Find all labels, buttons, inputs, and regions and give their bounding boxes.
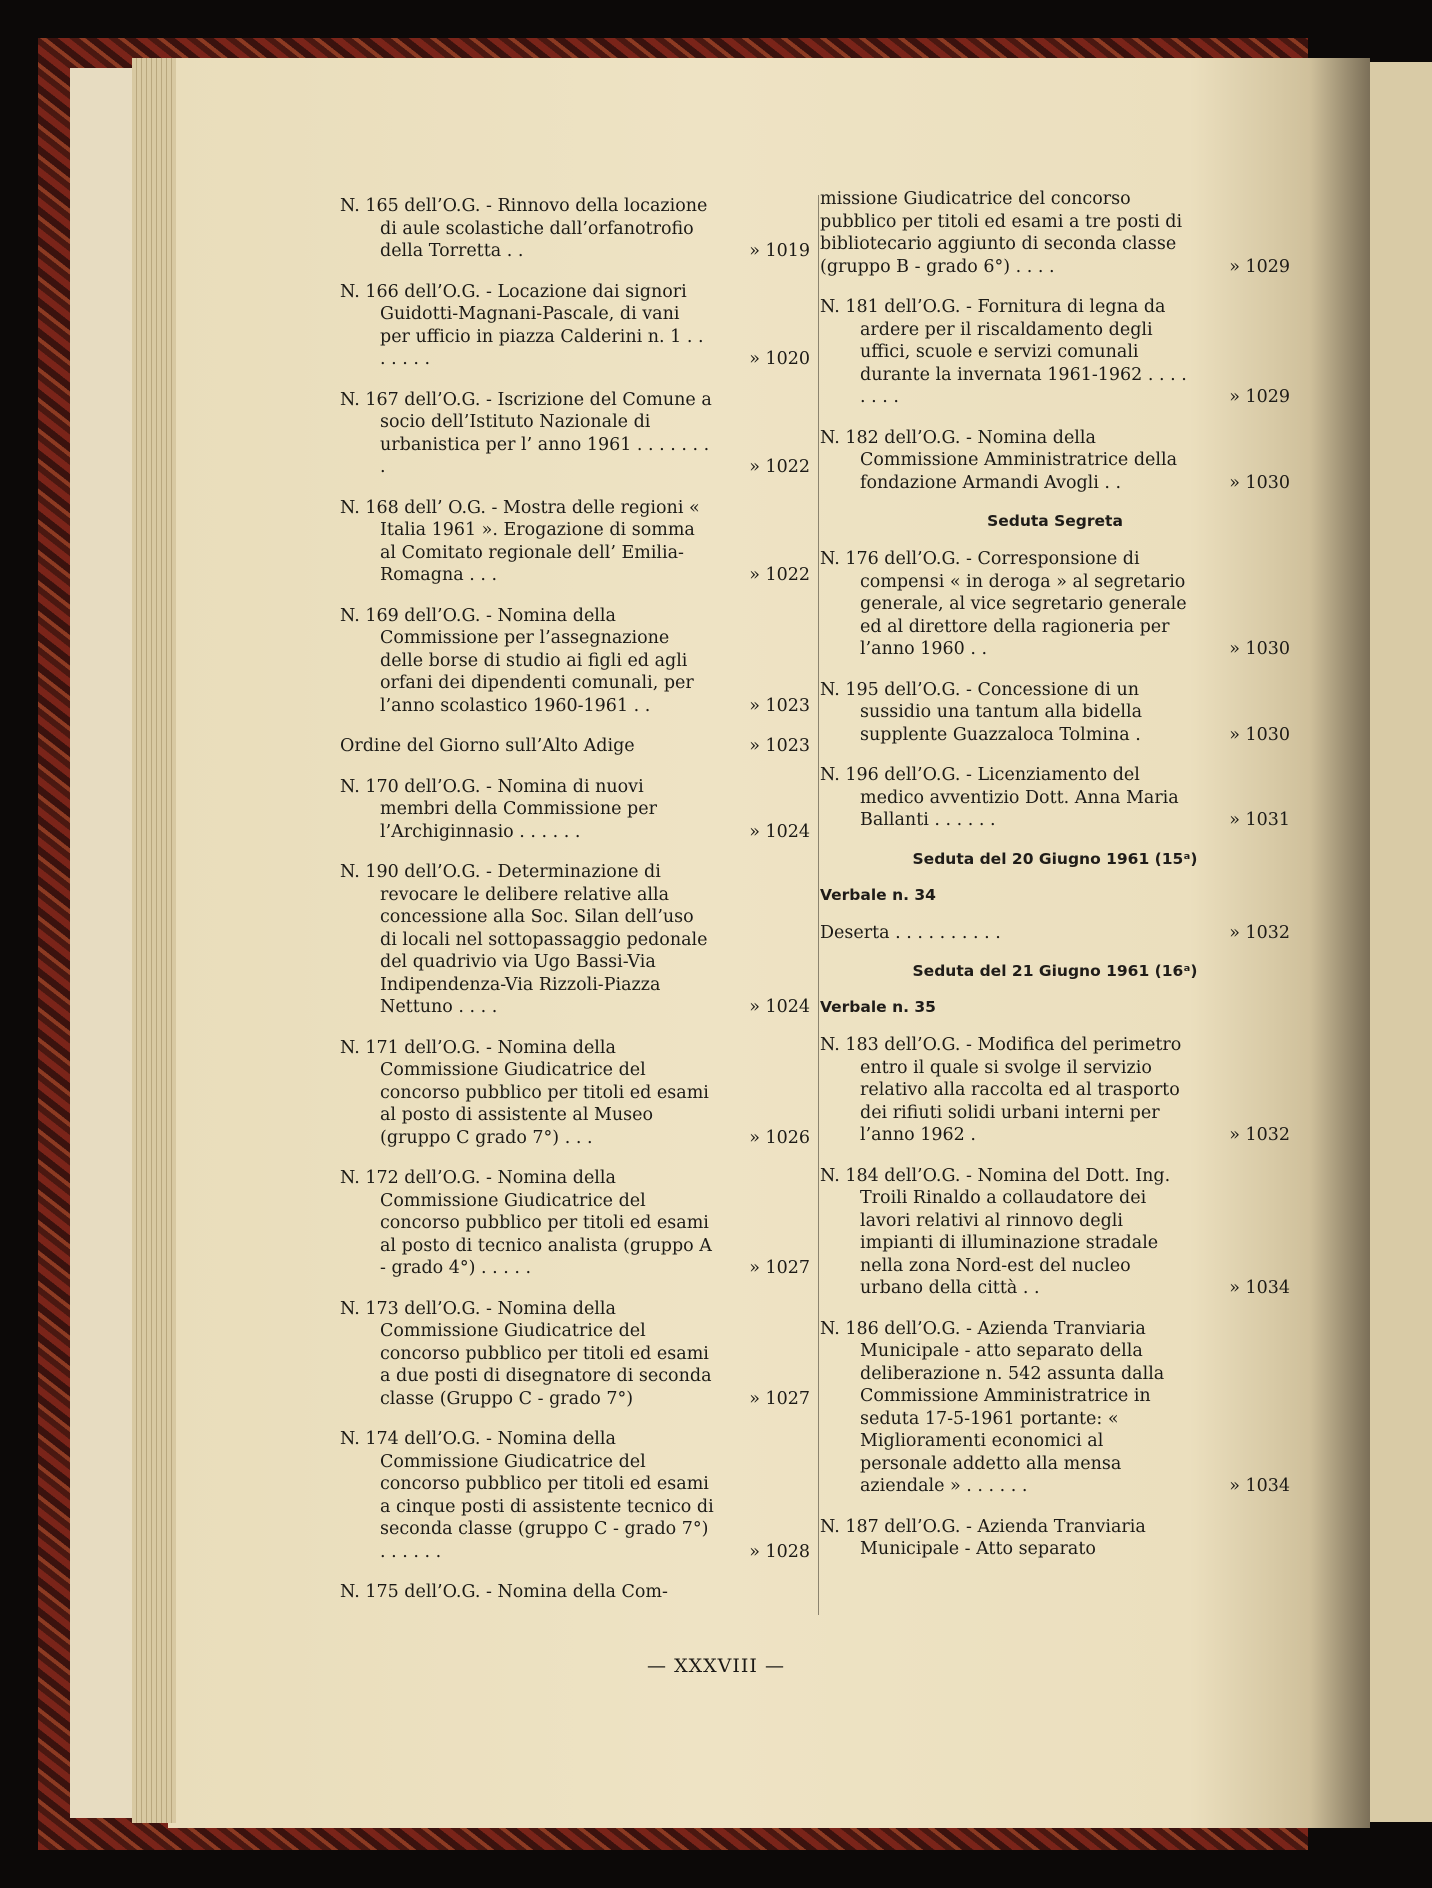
index-entry	[340, 1037, 810, 1150]
page-edges	[132, 58, 176, 1823]
index-entry	[820, 679, 1290, 747]
index-entry	[340, 281, 810, 371]
entry-page-ref: » 1031	[1229, 810, 1290, 830]
entry-text: N. 170 dell’O.G. - Nomina di nuovi membri della Commissione per l’Archiginnasio . . . . . .	[340, 776, 657, 842]
entry-text: N. 173 dell’O.G. - Nomina della Commissione Giudicatrice del concorso pubblico per titoli ed esami a due posti di disegnatore di seconda classe (Gruppo C - grado 7°)	[340, 1298, 712, 1409]
entry-text: N. 176 dell’O.G. - Corresponsione di compensi « in deroga » al segretario generale, al vice segretario generale ed al direttore della ragioneria per l’anno 1960 . .	[820, 549, 1187, 659]
entry-page-ref: » 1023	[749, 695, 810, 716]
index-entry	[820, 427, 1290, 495]
entry-text: N. 190 dell’O.G. - Determinazione di revocare le delibere relative alla concessione alla Soc. Silan dell’uso di locali nel sottopassaggio pedonale del quadrivio via Ugo Bassi-Via Indipendenza-Via Rizzoli-Piazza Nettuno . . . .	[340, 862, 708, 1017]
entry-text: N. 184 dell’O.G. - Nomina del Dott. Ing. Troili Rinaldo a collaudatore dei lavori relativi al rinnovo degli impianti di illuminazione stradale nella zona Nord-est del nucleo urbano della città . .	[820, 1165, 1171, 1298]
heading-seduta-20-giugno: Seduta del 20 Giugno 1961 (15ᵃ)	[912, 849, 1198, 868]
entry-text: N. 169 dell’O.G. - Nomina della Commissione per l’assegnazione delle borse di studio ai figli ed agli orfani dei dipendenti comunali, per l’anno scolastico 1960-1961 . .	[340, 605, 694, 716]
index-entry	[820, 188, 1290, 278]
entry-text: N. 175 dell’O.G. - Nomina della Com-	[340, 1582, 668, 1602]
index-entry	[340, 776, 810, 844]
right-entries-20	[820, 922, 1290, 945]
entry-text: missione Giudicatrice del concorso pubblico per titoli ed esami a tre posti di bibliotecario aggiunto di seconda classe (gruppo B - grado 6°) . . . .	[820, 189, 1183, 277]
entry-text: N. 172 dell’O.G. - Nomina della Commissione Giudicatrice del concorso pubblico per titoli ed esami al posto di tecnico analista (gruppo A - grado 4°) . . . . .	[340, 1168, 712, 1278]
index-entry	[340, 1428, 810, 1563]
entry-text: N. 165 dell’O.G. - Rinnovo della locazione di aule scolastiche dall’orfanotrofio della Torretta . .	[340, 196, 708, 261]
verbale-35: Verbale n. 35	[820, 998, 936, 1016]
entry-text: N. 174 dell’O.G. - Nomina della Commissione Giudicatrice del concorso pubblico per titoli ed esami a cinque posti di assistente tecnico di seconda classe (gruppo C - grado 7°) . . . . . .	[340, 1429, 714, 1562]
right-column	[820, 188, 1290, 1579]
index-entry	[340, 861, 810, 1019]
entry-text: N. 181 dell’O.G. - Fornitura di legna da ardere per il riscaldamento degli uffici, scuole e servizi comunali durante la invernata 1961-1962 . . . . . . . .	[820, 297, 1187, 407]
right-entries-21	[820, 1034, 1290, 1561]
index-entry	[340, 1167, 810, 1280]
entry-text: N. 182 dell’O.G. - Nomina della Commissione Amministratrice della fondazione Armandi Avogli . .	[820, 427, 1177, 493]
entry-page-ref: » 1020	[749, 349, 810, 369]
entry-text: N. 186 dell’O.G. - Azienda Tranviaria Municipale - atto separato della deliberazione n. 542 assunta dalla Commissione Amministratrice in seduta 17-5-1961 portante: « Miglioramenti economici al personale addetto alla mensa aziendale » . . . . . .	[820, 1318, 1165, 1496]
page-number: — XXXVIII —	[647, 1655, 785, 1677]
entry-text: N. 166 dell’O.G. - Locazione dai signori Guidotti-Magnani-Pascale, di vani per ufficio in piazza Calderini n. 1 . . . . . . .	[340, 281, 704, 369]
entry-page-ref: » 1034	[1229, 1278, 1290, 1298]
entry-page-ref: » 1027	[749, 1388, 810, 1409]
entry-page-ref: » 1030	[1229, 472, 1290, 493]
right-entries-top	[820, 188, 1290, 494]
entry-text: N. 171 dell’O.G. - Nomina della Commissione Giudicatrice del concorso pubblico per titoli ed esami al posto di assistente al Museo (gruppo C grado 7°) . . .	[340, 1037, 709, 1148]
flyleaf	[70, 68, 140, 1818]
entry-page-ref: » 1032	[1229, 922, 1290, 943]
entry-text: N. 167 dell’O.G. - Iscrizione del Comune a socio dell’Istituto Nazionale di urbanistica per l’ anno 1961 . . . . . . . .	[340, 389, 712, 477]
index-entry	[340, 1298, 810, 1411]
index-entry	[340, 389, 810, 479]
entry-text: N. 187 dell’O.G. - Azienda Tranviaria Municipale - Atto separato	[820, 1516, 1146, 1559]
entry-text: N. 168 dell’ O.G. - Mostra delle regioni « Italia 1961 ». Erogazione di somma al Comitato regionale dell’ Emilia-Romagna . . .	[340, 497, 700, 585]
entry-page-ref: » 1032	[1229, 1125, 1290, 1145]
verbale-34: Verbale n. 34	[820, 885, 936, 904]
index-entry	[820, 922, 1290, 945]
index-entry	[340, 1581, 810, 1604]
index-entry	[820, 1318, 1290, 1498]
next-page-edge	[1370, 62, 1432, 1822]
entry-text: Deserta . . . . . . . . . .	[820, 922, 1001, 943]
index-entry	[820, 764, 1290, 832]
heading-seduta-21-giugno: Seduta del 21 Giugno 1961 (16ᵃ)	[912, 962, 1198, 980]
entry-text: N. 196 dell’O.G. - Licenziamento del medico avventizio Dott. Anna Maria Ballanti . . . . . .	[820, 765, 1179, 830]
entry-text: Ordine del Giorno sull’Alto Adige	[340, 736, 635, 756]
entry-page-ref: » 1022	[749, 457, 810, 477]
index-entry	[820, 1165, 1290, 1300]
index-entry	[820, 1034, 1290, 1147]
entry-page-ref: » 1022	[749, 565, 810, 585]
right-entries-segreta	[820, 548, 1290, 832]
entry-text: N. 183 dell’O.G. - Modifica del perimetro entro il quale si svolge il servizio relativo alla raccolta ed al trasporto dei rifiuti solidi urbani interni per l’anno 1962 .	[820, 1035, 1182, 1145]
entry-page-ref: » 1029	[1229, 387, 1290, 407]
entry-page-ref: » 1023	[749, 736, 810, 756]
index-entry	[820, 296, 1290, 409]
entry-page-ref: » 1026	[749, 1127, 810, 1148]
index-entry	[820, 548, 1290, 661]
entry-page-ref: » 1024	[749, 821, 810, 842]
index-entry	[340, 735, 810, 758]
column-divider	[818, 195, 819, 1615]
entry-page-ref: » 1030	[1229, 639, 1290, 659]
entry-page-ref: » 1024	[749, 997, 810, 1017]
heading-seduta-segreta: Seduta Segreta	[987, 512, 1123, 530]
index-entry	[820, 1516, 1290, 1561]
index-entry	[340, 605, 810, 718]
index-entry	[340, 195, 810, 263]
left-column	[340, 195, 810, 1622]
entry-page-ref: » 1034	[1229, 1476, 1290, 1496]
entry-text: N. 195 dell’O.G. - Concessione di un sussidio una tantum alla bidella supplente Guazzaloca Tolmina .	[820, 679, 1143, 745]
entry-page-ref: » 1019	[749, 241, 810, 261]
index-entry	[340, 497, 810, 587]
entry-page-ref: » 1028	[749, 1541, 810, 1562]
entry-page-ref: » 1027	[749, 1258, 810, 1278]
entry-page-ref: » 1030	[1229, 724, 1290, 745]
entry-page-ref: » 1029	[1229, 256, 1290, 277]
